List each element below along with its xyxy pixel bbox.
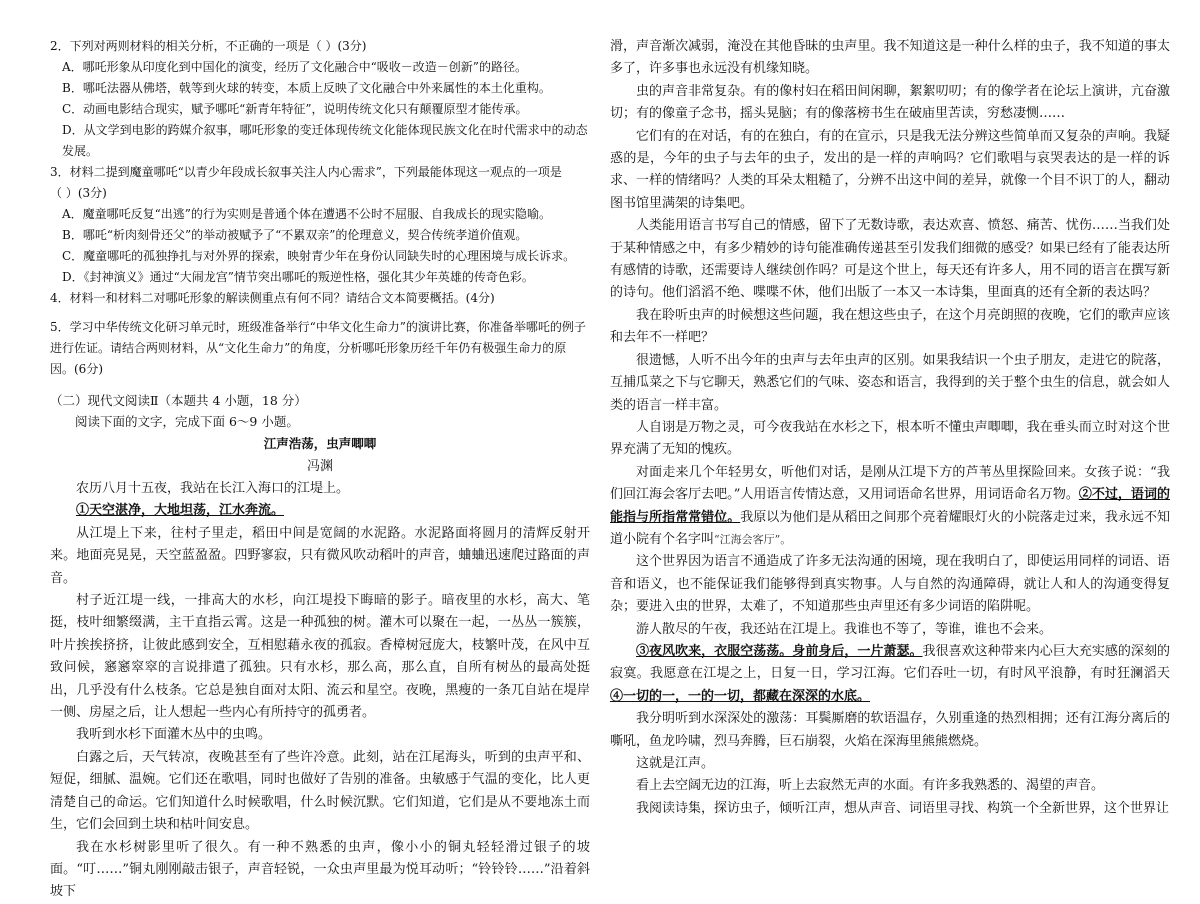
reading-instruction: 阅读下面的文字，完成下面 6～9 小题。 xyxy=(75,414,299,429)
paragraph-15: 这个世界因为语言不通造成了许多无法沟通的困境，现在我明白了，即使运用同样的词语、语音和语义，也不能保证我们能够得到真实物事。人与自然的沟通障碍，就让人和人的沟通变得复杂；要进入虫的世界，太难了，不知道那些虫声里还有多少词语的陷阱呢。 xyxy=(610,554,1170,615)
paragraph-19: 这就是江声。 xyxy=(636,756,715,771)
question-3-option-a: A．魔童哪吒反复“出逃”的行为实则是普通个体在遭遇不公时不屈服、自我成长的现实隐喻。 xyxy=(62,207,551,221)
question-5: 5．学习中华传统文化研习单元时，班级准备举行“中华文化生命力”的演讲比赛，你准备举哪吒的例子进行佐证。请结合两则材料，从“文化生命力”的角度，分析哪吒形象历经千年仍有极强生命力的原因。(6分) xyxy=(50,320,586,376)
paragraph-1: 农历八月十五夜，我站在长江入海口的江堤上。 xyxy=(76,481,350,496)
paragraph-12: 很遗憾，人听不出今年的虫声与去年虫声的区别。如果我结识一个虫子朋友，走进它的院落，互捕瓜菜之下与它聊天，熟悉它们的气味、姿态和语言，我得到的关于整个虫生的信息，就会如人类的语言一样丰富。 xyxy=(610,352,1170,413)
article-author: 冯渊 xyxy=(306,459,333,474)
paragraph-5: 我听到水杉下面灌木丛中的虫鸣。 xyxy=(76,727,272,743)
paragraph-17 xyxy=(610,641,1170,708)
underlined-sentence-3: ③夜风吹来，衣服空荡荡。身前身后，一片萧瑟。 xyxy=(636,643,923,659)
paragraph-10: 人类能用语言书写自己的情感，留下了无数诗歌，表达欢喜、愤怒、痛苦、忧伤……当我们处于某种情感之中，有多少精妙的诗句能准确传递甚至引发我们细微的感受？如果已经有了能表达所有感情的诗歌，还需要诗人继续创作吗？可是这个世上，每天还有许多人，用不同的语言在撰写新的诗句。他们滔滔不绝、喋喋不休，他们出版了一本又一本诗集，里面真的还有全新的表达吗？ xyxy=(610,218,1170,301)
paragraph-11: 我在聆听虫声的时候想这些问题，我在想这些虫子，在这个月亮朗照的夜晚，它们的歌声应该和去年不一样吧？ xyxy=(610,307,1170,346)
paragraph-4: 村子近江堤一线，一排高大的水杉，向江堤投下晦暗的影子。暗夜里的水杉，高大、笔挺，枝叶细繁缀满，主干直指云霄。这是一种孤独的树。灌木可以聚在一起，一丛丛一簇簇，叶片挨挨挤挤，让彼此感到安全，互相慰藉永夜的孤寂。香樟树冠庞大，枝繁叶茂，在风中互致问候，窸窸窣窣的言说排遣了孤独。只有水杉，那么高，那么直，自所有树丛的最高处挺出，几乎没有什么枝条。它总是独自面对太阳、流云和星空。夜晚，黑瘦的一条兀自站在堤岸一侧、房屋之后，让人想起一些内心有所持守的孤勇者。 xyxy=(50,593,590,721)
question-3-stem-score: （ ）(3分) xyxy=(50,186,107,200)
paragraph-continued: 滑，声音渐次减弱，淹没在其他昏昧的虫声里。我不知道这是一种什么样的虫子，我不知道的事太多了，许多事也永远没有机缘知晓。 xyxy=(610,39,1170,77)
paragraph-3: 从江堤上下来，往村子里走，稻田中间是宽阔的水泥路。水泥路面将圆月的清辉反射开来。地面亮晃晃，天空蓝盈盈。四野寥寂，只有微风吹动稻叶的声音，蛐蛐迅速爬过路面的声音。 xyxy=(50,525,590,586)
question-2-option-c: C．动画电影结合现实，赋予哪吒“新青年特征”，说明传统文化只有颠覆原型才能传承。 xyxy=(62,102,528,116)
question-3-stem: 3．材料二提到魔童哪吒“以青少年段成长叙事关注人内心需求”，下列最能体现这一观点的一项是 xyxy=(50,165,562,179)
question-3-option-c: C．魔童哪吒的孤独挣扎与对外界的探索，映射青少年在身份认同缺失时的心理困境与成长诉求。 xyxy=(62,249,576,263)
right-column xyxy=(610,36,1170,820)
underlined-sentence-2: ②不过，语词的能指与所指常常错位。 xyxy=(610,487,1170,525)
underlined-sentence-4: ④一切的一，一的一切，都藏在深深的水底。 xyxy=(610,688,871,704)
paragraph-20: 看上去空阔无边的江海，听上去寂然无声的水面。有许多我熟悉的、渴望的声音。 xyxy=(636,778,1105,794)
paragraph-14 xyxy=(610,462,1170,552)
question-3-option-b: B．哪吒“析肉刻骨还父”的举动被赋予了“不累双亲”的伦理意义，契合传统孝道价值观。 xyxy=(62,228,528,242)
question-2-option-b: B．哪吒法器从佛塔，戟等到火球的转变，本质上反映了文化融合中外来属性的本土化重构。 xyxy=(62,81,551,95)
question-2-option-d: D．从文学到电影的跨媒介叙事，哪吒形象的变迁体现传统文化能体现民族文化在时代需求中的动态发展。 xyxy=(62,123,588,158)
section-heading: （二）现代文阅读Ⅱ（本题共 4 小题，18 分） xyxy=(50,393,307,408)
left-column xyxy=(50,36,590,904)
question-2-stem: 2．下列对两则材料的相关分析，不正确的一项是（ ）(3分) xyxy=(50,39,367,53)
article-title: 江声浩荡，虫声唧唧 xyxy=(263,436,377,451)
paragraph-21: 我阅读诗集，探访虫子，倾听江声，想从声音、词语里寻找、构筑一个全新世界，这个世界让 xyxy=(636,800,1170,816)
question-4: 4．材料一和材料二对哪吒形象的解读侧重点有何不同？请结合文本简要概括。(4分) xyxy=(50,291,495,305)
paragraph-7: 我在水杉树影里听了很久。有一种不熟悉的虫声，像小小的铜丸轻轻滑过银子的坡面。“叮……”铜丸刚刚敲击银子，声音轻锐，一众虫声里最为悦耳动听；“铃铃铃……”沿着斜坡下 xyxy=(50,839,590,900)
paragraph-13: 人自诩是万物之灵，可今夜我站在水杉之下，根本听不懂虫声唧唧，我在垂头而立时对这个世界充满了无知的愧疚。 xyxy=(610,419,1170,458)
paragraph-14-text: 对面走来几个年轻男女，听他们对话，是刚从江堤下方的芦苇丛里探险回来。女孩子说：“我们回江海会客厅去吧。”人用语言传情达意，又用词语命名世界，用词语命名万物。 xyxy=(610,464,1170,503)
paragraph-2 xyxy=(50,500,590,522)
paragraph-17-text: 我很喜欢这种带来内心巨大充实感的深刻的寂寞。我愿意在江堤之上，日复一日，学习江海。它们吞吐一切，有时风平浪静，有时狂澜滔天 xyxy=(610,643,1170,682)
question-2-option-a: A．哪吒形象从印度化到中国化的演变，经历了文化融合中“吸收－改造－创新”的路径。 xyxy=(62,60,527,74)
underlined-sentence-1: ①天空湛净，大地坦荡，江水奔流。 xyxy=(76,503,285,519)
paragraph-8: 虫的声音非常复杂。有的像村妇在稻田间闲聊，絮絮叨叨；有的像学者在论坛上演讲，亢奋激切；有的像童子念书，摇头晃脑；有的像落榜书生在破庙里苦读，穷愁凄恻…… xyxy=(610,83,1170,122)
paragraph-9: 它们有的在对话，有的在独白，有的在宣示，只是我无法分辨这些简单而又复杂的声响。我疑惑的是，今年的虫子与去年的虫子，发出的是一样的声响吗？它们歌唱与哀哭表达的是一样的诉求、一样的情绪吗？人类的耳朵太粗糙了，分辨不出这中间的差异，就像一个目不识丁的人，翻动图书馆里满架的诗集吧。 xyxy=(610,128,1170,211)
paragraph-16: 游人散尽的午夜，我还站在江堤上。我谁也不等了，等谁，谁也不会来。 xyxy=(636,621,1053,637)
paragraph-14-text-2: 我原以为他们是从稻田之间那个亮着耀眼灯火的小院落走过来，我永远不知道小院有个名字叫 xyxy=(610,509,1170,547)
paragraph-6: 白露之后，天气转凉，夜晚甚至有了些许冷意。此刻，站在江尾海头，听到的虫声平和、短促，细腻、温婉。它们还在歌唱，同时也做好了告别的准备。虫敏感于气温的变化，比人更清楚自己的命运。它们知道什么时候歌唱，什么时候沉默。它们知道，它们是从不要地冻土而生，它们会回到土块和枯叶间安息。 xyxy=(50,749,590,833)
paragraph-18: 我分明听到水深深处的激荡：耳鬓厮磨的软语温存，久别重逢的热烈相拥；还有江海分离后的嘶吼，鱼龙吟啸，烈马奔腾，巨石崩裂，火焰在深海里熊熊燃烧。 xyxy=(610,711,1170,749)
place-name-quote: “江海会客厅”。 xyxy=(714,532,792,546)
question-3-option-d: D．《封神演义》通过“大闹龙宫”情节突出哪吒的叛逆性格，强化其少年英雄的传奇色彩。 xyxy=(62,270,534,284)
